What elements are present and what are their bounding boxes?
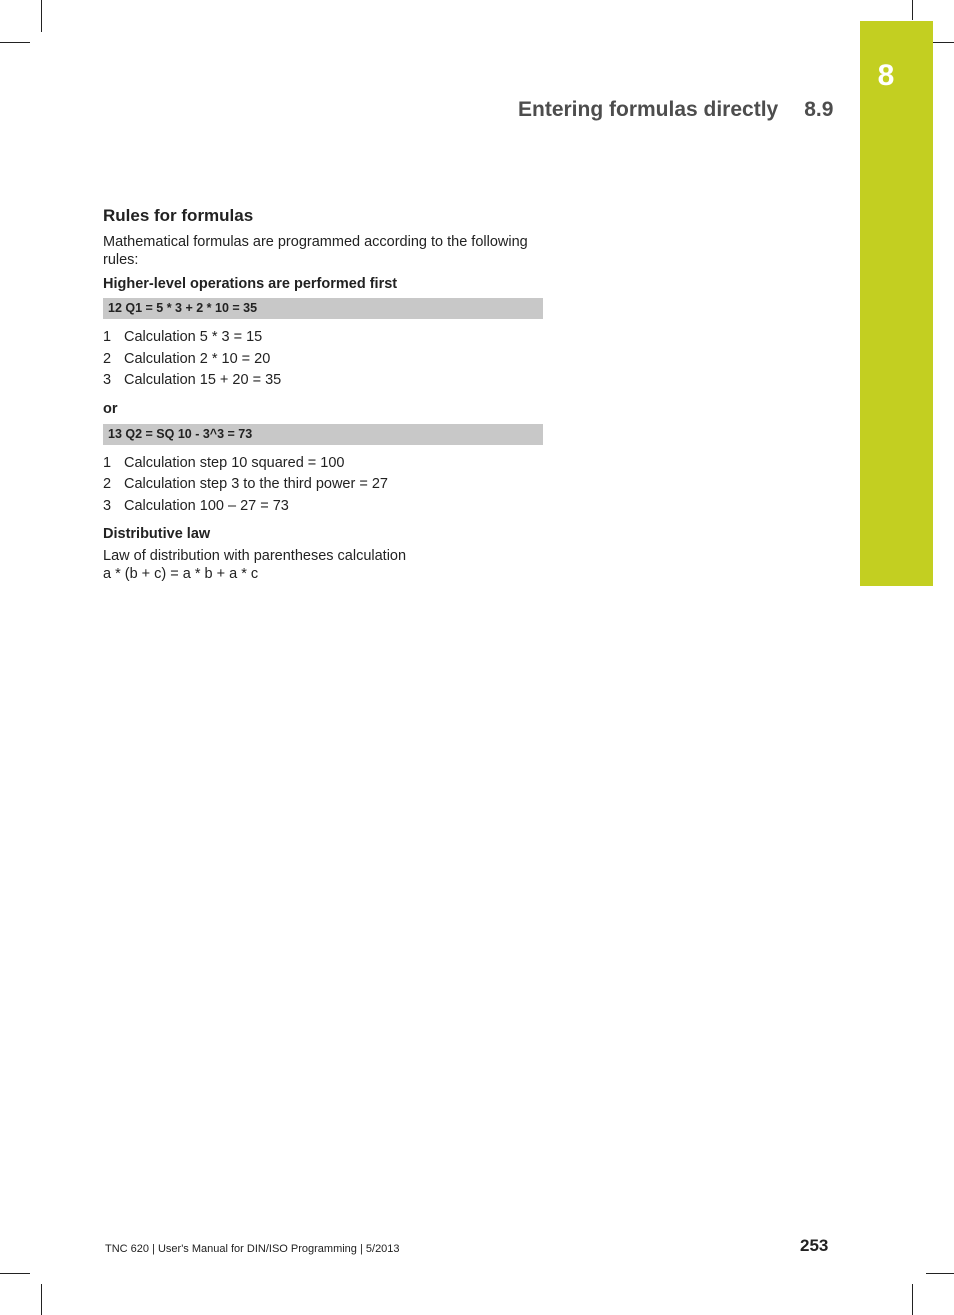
main-content (103, 205, 543, 583)
step-text: Calculation 2 * 10 = 20 (124, 350, 271, 367)
distributive-law-formula: a * (b + c) = a * b + a * c (103, 565, 259, 582)
step-number: 1 (103, 454, 112, 471)
step-number: 2 (103, 350, 112, 367)
footer-text: TNC 620 | User's Manual for DIN/ISO Programming | 5/2013 (105, 1243, 400, 1255)
step-text: Calculation 15 + 20 = 35 (124, 372, 282, 388)
list-item (103, 349, 543, 371)
running-head (518, 98, 833, 124)
crop-mark (41, 1284, 42, 1315)
running-head-section-number: 8.9 (804, 98, 834, 121)
step-text: Calculation 5 * 3 = 15 (124, 329, 263, 345)
step-number: 3 (103, 372, 112, 388)
code-block: 12 Q1 = 5 * 3 + 2 * 10 = 35 (103, 298, 543, 319)
step-text: Calculation step 3 to the third power = 27 (124, 476, 388, 492)
crop-mark (912, 0, 913, 20)
intro-paragraph: Mathematical formulas are programmed according to the following rules: (103, 234, 528, 268)
section-heading: Rules for formulas (103, 206, 254, 225)
crop-mark (912, 1284, 913, 1315)
crop-mark (0, 42, 30, 43)
page-number: 253 (800, 1236, 829, 1255)
distributive-law-text: Law of distribution with parentheses calculation (103, 548, 407, 564)
step-number: 2 (103, 476, 112, 492)
step-number: 3 (103, 497, 112, 514)
step-text: Calculation 100 – 27 = 73 (124, 497, 289, 514)
list-item (103, 474, 543, 496)
or-label: or (103, 400, 118, 417)
code-block: 13 Q2 = SQ 10 - 3^3 = 73 (103, 424, 543, 445)
subheading-higher-level: Higher-level operations are performed first (103, 276, 398, 292)
list-item (103, 327, 543, 349)
list-item (103, 496, 543, 518)
list-item (103, 453, 543, 475)
chapter-number: 8 (877, 59, 895, 92)
step-number: 1 (103, 329, 112, 345)
list-item (103, 370, 543, 392)
running-head-title: Entering formulas directly (518, 98, 779, 121)
step-list (103, 453, 543, 518)
crop-mark (926, 1273, 954, 1274)
crop-mark (0, 1273, 30, 1274)
step-list (103, 327, 543, 392)
crop-mark (41, 0, 42, 32)
subheading-distributive-law: Distributive law (103, 526, 211, 542)
chapter-tab (860, 21, 933, 586)
step-text: Calculation step 10 squared = 100 (124, 454, 345, 471)
